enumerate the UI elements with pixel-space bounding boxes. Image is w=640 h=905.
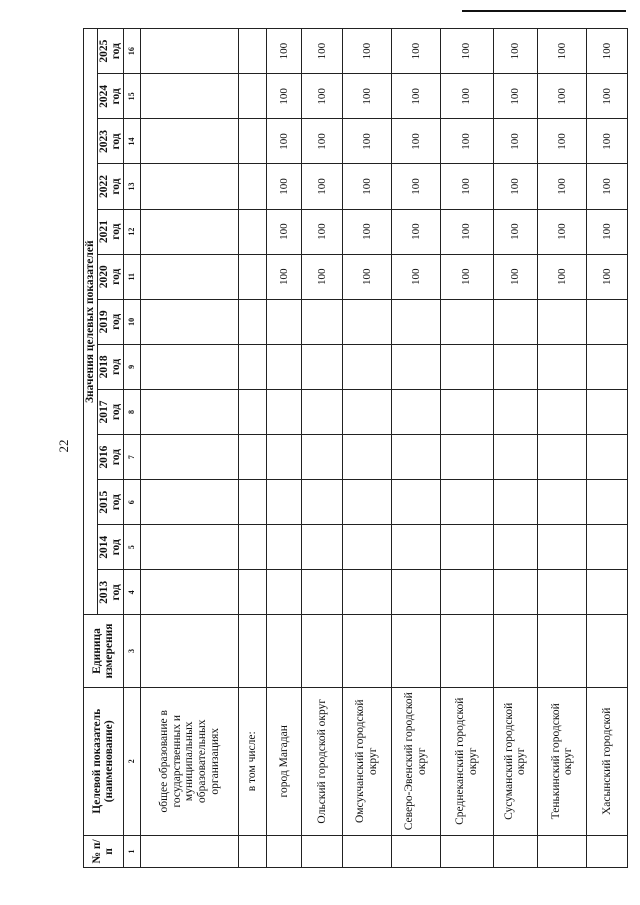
row-value <box>141 74 239 119</box>
row-unit <box>302 615 343 687</box>
row-number <box>538 835 587 867</box>
column-number: 11 <box>123 254 140 299</box>
row-value <box>141 299 239 344</box>
table-row <box>302 29 343 868</box>
row-unit <box>538 615 587 687</box>
row-indicator-name: Среднеканский городской округ <box>440 687 493 835</box>
row-value: 100 <box>342 74 391 119</box>
row-value <box>493 299 538 344</box>
row-value <box>141 525 239 570</box>
row-value <box>587 480 628 525</box>
row-value <box>141 389 239 434</box>
row-value <box>238 254 267 299</box>
row-value <box>238 480 267 525</box>
row-value <box>267 299 302 344</box>
row-number <box>302 835 343 867</box>
table-row <box>342 29 391 868</box>
table-row <box>267 29 302 868</box>
row-value: 100 <box>587 254 628 299</box>
header-year: 2019 год <box>97 299 123 344</box>
row-value <box>342 480 391 525</box>
row-value <box>493 435 538 480</box>
row-value: 100 <box>538 29 587 74</box>
row-value <box>538 480 587 525</box>
row-number <box>342 835 391 867</box>
row-value <box>587 299 628 344</box>
row-unit <box>238 615 267 687</box>
row-unit <box>342 615 391 687</box>
row-value <box>493 344 538 389</box>
row-value <box>267 525 302 570</box>
row-value: 100 <box>302 209 343 254</box>
row-value: 100 <box>302 119 343 164</box>
row-value: 100 <box>493 209 538 254</box>
row-value: 100 <box>391 209 440 254</box>
row-value <box>538 299 587 344</box>
row-unit <box>587 615 628 687</box>
row-value: 100 <box>538 119 587 164</box>
row-indicator-name: город Магадан <box>267 687 302 835</box>
header-year: 2023 год <box>97 119 123 164</box>
row-value: 100 <box>267 164 302 209</box>
row-value: 100 <box>391 254 440 299</box>
row-value <box>141 119 239 164</box>
row-indicator-name: Хасынский городской <box>587 687 628 835</box>
row-value <box>391 570 440 615</box>
row-unit <box>493 615 538 687</box>
table-row <box>141 29 239 868</box>
row-value: 100 <box>267 209 302 254</box>
row-value <box>440 344 493 389</box>
row-value: 100 <box>538 254 587 299</box>
column-number: 15 <box>123 74 140 119</box>
row-value: 100 <box>587 74 628 119</box>
row-value: 100 <box>440 209 493 254</box>
header-year: 2021 год <box>97 209 123 254</box>
row-value <box>587 525 628 570</box>
row-value <box>493 525 538 570</box>
row-value: 100 <box>493 29 538 74</box>
row-value: 100 <box>342 164 391 209</box>
row-indicator-name: Ольский городской округ <box>302 687 343 835</box>
row-value: 100 <box>391 74 440 119</box>
row-value <box>238 119 267 164</box>
table-row <box>391 29 440 868</box>
row-value <box>587 435 628 480</box>
column-number: 1 <box>123 835 140 867</box>
row-value: 100 <box>538 209 587 254</box>
row-value <box>238 344 267 389</box>
row-value: 100 <box>391 119 440 164</box>
header-year: 2014 год <box>97 525 123 570</box>
row-value <box>238 209 267 254</box>
row-value: 100 <box>302 74 343 119</box>
row-number <box>238 835 267 867</box>
row-value <box>141 570 239 615</box>
row-value: 100 <box>493 164 538 209</box>
row-value: 100 <box>302 164 343 209</box>
row-value: 100 <box>302 29 343 74</box>
row-value <box>391 344 440 389</box>
row-value <box>141 209 239 254</box>
row-value: 100 <box>440 254 493 299</box>
row-value <box>141 435 239 480</box>
row-value <box>493 570 538 615</box>
row-value <box>493 480 538 525</box>
row-value <box>238 389 267 434</box>
row-value: 100 <box>267 29 302 74</box>
row-value: 100 <box>440 164 493 209</box>
row-value <box>587 344 628 389</box>
row-value <box>342 525 391 570</box>
row-value: 100 <box>587 164 628 209</box>
row-indicator-name: общее образование в государственных и муниципальных образовательных организациях <box>141 687 239 835</box>
row-value <box>538 435 587 480</box>
row-value: 100 <box>391 164 440 209</box>
header-number: № п/п <box>84 835 124 867</box>
row-number <box>267 835 302 867</box>
row-unit <box>440 615 493 687</box>
row-value: 100 <box>493 74 538 119</box>
header-year: 2025 год <box>97 29 123 74</box>
row-number <box>493 835 538 867</box>
table-row <box>538 29 587 868</box>
row-value <box>238 299 267 344</box>
column-number: 2 <box>123 687 140 835</box>
table-row <box>440 29 493 868</box>
row-value <box>440 480 493 525</box>
row-value <box>267 389 302 434</box>
row-value <box>440 435 493 480</box>
row-unit <box>267 615 302 687</box>
row-value <box>587 389 628 434</box>
column-number: 9 <box>123 344 140 389</box>
row-indicator-name: Сусуманский городской округ <box>493 687 538 835</box>
row-value <box>141 29 239 74</box>
row-value <box>141 164 239 209</box>
table-body <box>123 29 627 868</box>
column-number-row <box>123 29 140 868</box>
row-indicator-name: в том числе: <box>238 687 267 835</box>
row-value <box>238 164 267 209</box>
row-value <box>391 389 440 434</box>
table-row <box>587 29 628 868</box>
column-number: 8 <box>123 389 140 434</box>
row-value <box>391 525 440 570</box>
row-value <box>302 525 343 570</box>
header-year: 2022 год <box>97 164 123 209</box>
row-indicator-name: Тенькинский городской округ <box>538 687 587 835</box>
header-year: 2020 год <box>97 254 123 299</box>
row-value: 100 <box>493 254 538 299</box>
row-value: 100 <box>440 29 493 74</box>
row-value: 100 <box>342 119 391 164</box>
row-value <box>238 74 267 119</box>
row-value: 100 <box>267 119 302 164</box>
header-indicator: Целевой показатель (наименование) <box>84 687 124 835</box>
row-value <box>302 299 343 344</box>
row-value <box>302 389 343 434</box>
row-value <box>587 570 628 615</box>
row-value: 100 <box>587 209 628 254</box>
row-value <box>538 525 587 570</box>
row-value: 100 <box>391 29 440 74</box>
row-value: 100 <box>587 29 628 74</box>
row-value: 100 <box>342 209 391 254</box>
row-value <box>267 570 302 615</box>
row-value <box>302 480 343 525</box>
row-value <box>141 344 239 389</box>
row-number <box>587 835 628 867</box>
row-value <box>238 435 267 480</box>
row-value <box>267 435 302 480</box>
row-value <box>538 344 587 389</box>
row-value <box>440 525 493 570</box>
row-value: 100 <box>587 119 628 164</box>
column-number: 16 <box>123 29 140 74</box>
row-indicator-name: Омсукчанский городской округ <box>342 687 391 835</box>
row-value <box>302 435 343 480</box>
row-value <box>267 344 302 389</box>
row-value: 100 <box>267 254 302 299</box>
row-value: 100 <box>440 119 493 164</box>
column-number: 10 <box>123 299 140 344</box>
row-value: 100 <box>440 74 493 119</box>
column-number: 5 <box>123 525 140 570</box>
column-number: 12 <box>123 209 140 254</box>
column-number: 7 <box>123 435 140 480</box>
header-year: 2013 год <box>97 570 123 615</box>
column-number: 3 <box>123 615 140 687</box>
row-unit <box>141 615 239 687</box>
header-year: 2018 год <box>97 344 123 389</box>
column-number: 6 <box>123 480 140 525</box>
row-indicator-name: Северо-Эвенский городской округ <box>391 687 440 835</box>
row-number <box>141 835 239 867</box>
row-value <box>342 435 391 480</box>
row-value <box>302 344 343 389</box>
row-value <box>238 29 267 74</box>
row-value <box>141 254 239 299</box>
row-value <box>493 389 538 434</box>
table-row <box>493 29 538 868</box>
header-year: 2015 год <box>97 480 123 525</box>
column-number: 4 <box>123 570 140 615</box>
header-values-group: Значения целевых показателей <box>84 29 98 615</box>
row-value <box>238 570 267 615</box>
header-unit: Единица измерения <box>84 615 124 687</box>
row-value: 100 <box>493 119 538 164</box>
header-year: 2016 год <box>97 435 123 480</box>
row-value <box>440 299 493 344</box>
table-row <box>238 29 267 868</box>
row-value: 100 <box>342 29 391 74</box>
row-value <box>391 435 440 480</box>
row-number <box>440 835 493 867</box>
row-value <box>538 389 587 434</box>
row-value <box>391 480 440 525</box>
row-value <box>238 525 267 570</box>
row-value: 100 <box>302 254 343 299</box>
row-value <box>440 570 493 615</box>
row-value <box>538 570 587 615</box>
row-value <box>391 299 440 344</box>
row-unit <box>391 615 440 687</box>
column-number: 14 <box>123 119 140 164</box>
row-value: 100 <box>538 74 587 119</box>
row-value <box>342 344 391 389</box>
row-value <box>440 389 493 434</box>
page-top-rule <box>462 10 626 12</box>
row-value <box>141 480 239 525</box>
row-value <box>342 299 391 344</box>
row-value <box>267 480 302 525</box>
page-number: 22 <box>56 439 71 453</box>
row-value: 100 <box>267 74 302 119</box>
row-number <box>391 835 440 867</box>
rotated-table-wrapper <box>83 28 628 868</box>
header-year: 2017 год <box>97 389 123 434</box>
row-value: 100 <box>538 164 587 209</box>
target-indicators-table <box>83 28 628 868</box>
row-value <box>342 389 391 434</box>
header-year: 2024 год <box>97 74 123 119</box>
row-value <box>342 570 391 615</box>
row-value <box>302 570 343 615</box>
column-number: 13 <box>123 164 140 209</box>
row-value: 100 <box>342 254 391 299</box>
